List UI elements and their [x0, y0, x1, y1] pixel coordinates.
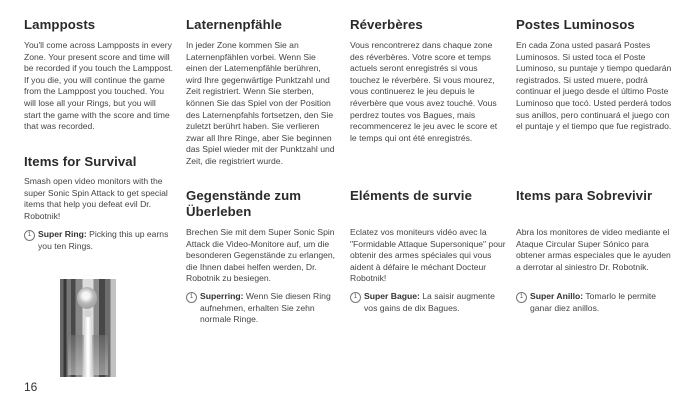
item-super-anillo — [516, 291, 676, 314]
section-title-elements: Eléments de survie — [350, 188, 473, 203]
section-body-postes-luminosos: En cada Zona usted pasará Postes Luminosos. Si usted toca el Poste Luminoso, su puntaje y tiempo quedarán registrados. Si usted muere, podrá continuar el juego desde el último Poste Luminoso que tocó. Usted perderá todos sus anillos, pero continuará el juego con el puntaje y el tiempo que fue registrado. — [516, 40, 672, 132]
section-body-gegenstaende: Brechen Sie mit dem Super Sonic Spin Attack die Video-Monitore auf, um die besonderen Gegenstände zu erlangen, die Ihnen dabei helfen werden, Dr. Robotnik zu besiegen. — [186, 227, 336, 284]
item-text: La saisir augmente vos gains de dix Bagues. — [364, 291, 495, 313]
item-name: Super Anillo: — [530, 291, 584, 301]
item-name: Super Bague: — [364, 291, 420, 301]
item-super-ring — [24, 229, 172, 252]
circled-number-icon: 1 — [24, 230, 35, 241]
section-body-laternenpfaehle: In jeder Zone kommen Sie an Laternenpfählen vorbei. Wenn Sie einen der Laternenpfähle berühren, wird Ihre gegenwärtige Punktzahl und Zeit registriert. Wenn Sie sterben, können Sie das Spiel von der Position des Laternenpfahls fortsetzen, den Sie zuletzt berührt haben. Sie verlieren zwar all Ihre Ringe, aber Sie beginnen das Spiel wieder mit der Punktzahl und Zeit, die registriert wurde. — [186, 40, 335, 166]
section-body-elements: Eclatez vos moniteurs vidéo avec la "Formidable Attaque Supersonique" pour obtenir des armes spéciales qui vous aident à défaire le méchant Docteur Robotnik! — [350, 227, 506, 284]
page-number: 16 — [24, 380, 38, 394]
section-body-lampposts: You'll come across Lampposts in every Zone. Your present score and time will be recorded if you touch the Lamppost. If you die, you will continue the game from the Lamppost you touched. You will lose all your Rings, but you will start the game with the score and time that was recorded. — [24, 40, 174, 132]
section-title-postes-luminosos: Postes Luminosos — [516, 17, 635, 32]
item-name: Super Ring: — [38, 229, 87, 239]
section-body-items: Smash open video monitors with the super Sonic Spin Attack to get special items that help you defeat evil Dr. Robotnik! — [24, 176, 168, 221]
photo-knob — [84, 310, 92, 317]
lamppost-screenshot-image — [60, 279, 116, 377]
item-text: Wenn Sie diesen Ring aufnehmen, erhalten Sie zehn normale Ringe. — [200, 291, 331, 325]
item-super-bague — [350, 291, 498, 314]
section-title-laternenpfaehle: Laternenpfähle — [186, 17, 282, 32]
section-body-items-sobrevivir: Abra los monitores de video mediante el Ataque Circular Super Sónico para obtener armas especiales que le ayuden a derrotar al siniestro Dr. Robotnik. — [516, 227, 671, 272]
circled-number-icon: 1 — [350, 292, 361, 303]
item-text: Picking this up earns you ten Rings. — [38, 229, 169, 251]
section-body-reverberes: Vous rencontrerez dans chaque zone des réverbères. Votre score et temps actuels seront enregistrés si vous touchez le réverbère. Si vous mourez, vous continuerez le jeu depuis le réverbère que vous avez touché. Vous perdrez toutes vos Bagues, mais recommencerez le jeu avec le score et le temps qui ont été enregistrés. — [350, 40, 498, 143]
item-text: Tomarlo le permite ganar diez anillos. — [530, 291, 657, 313]
circled-number-icon: 1 — [516, 292, 527, 303]
lamppost-ball-icon — [77, 287, 97, 309]
section-title-lampposts: Lampposts — [24, 17, 96, 32]
section-title-reverberes: Réverbères — [350, 17, 423, 32]
section-title-items: Items for Survival — [24, 154, 137, 169]
section-title-gegenstaende: Gegenstände zum Überleben — [186, 188, 302, 219]
section-title-items-sobrevivir: Items para Sobrevivir — [516, 188, 653, 203]
item-superring — [186, 291, 334, 326]
photo-pole — [84, 317, 92, 377]
item-name: Superring: — [200, 291, 244, 301]
circled-number-icon: 1 — [186, 292, 197, 303]
